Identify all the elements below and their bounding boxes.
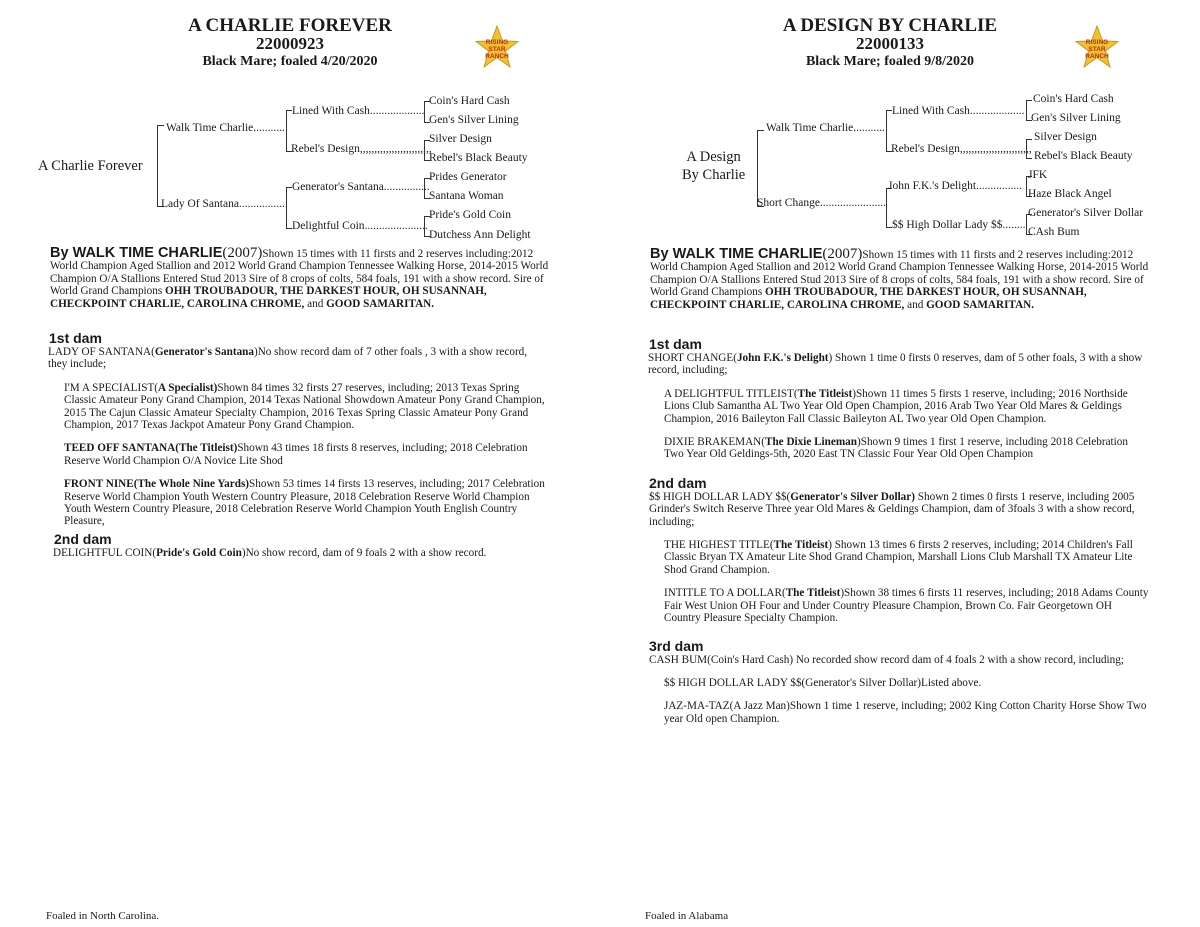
foaled-location: Foaled in North Carolina. [46, 910, 160, 922]
pedigree-gen3-5: Prides Generator [429, 171, 507, 183]
sire-name: By WALK TIME CHARLIE [50, 245, 223, 261]
pedigree-sire: Walk Time Charlie........... [166, 122, 285, 134]
sire-champions: OHH TROUBADOUR, THE DARKEST HOUR, OH SUSANNAH, CHECKPOINT CHARLIE, CAROLINA CHROME, [650, 286, 1087, 311]
sire-champion-last: GOOD SAMARITAN. [926, 298, 1035, 311]
pedigree-gen3-6: Santana Woman [429, 190, 504, 202]
pedigree-dam-sire: Generator's Santana................ [292, 181, 430, 193]
offspring-item: DIXIE BRAKEMAN(The Dixie Lineman)Shown 9 times 1 first 1 reserve, including 2018 Celebration Two Year Old Geldings-5th, 2020 East TN Classic Four Year Old Open Champion [664, 436, 1128, 461]
pedigree-gen3-3: Silver Design [429, 133, 492, 145]
offspring-item: I'M A SPECIALIST(A Specialist)Shown 84 times 32 firsts 27 reserves, including; 2013 Texas Spring Classic Amateur Pony Grand Champion, 2014 Texas National Showdown Amateur Pony Grand Champion, 2015 The Cajun Classic Amateur Specialty Champion, 2016 Texas Spring Classic Amateur Pony Grand Champion, 2017 Texas Jackpot Amateur Pony Grand Champion. [64, 381, 545, 432]
offspring-list [49, 382, 549, 528]
registration-number: 22000133 [856, 34, 924, 53]
first-dam-paragraph: LADY OF SANTANA(Generator's Santana)No show record dam of 7 other foals , 3 with a show record, they include; [48, 346, 528, 371]
pedigree-sire-sire: Lined With Cash................... [292, 105, 425, 117]
offspring-item: FRONT NINE(The Whole Nine Yards)Shown 53 times 14 firsts 13 reserves, including; 2017 Celebration Reserve World Champion Youth Western Country Pleasure, 2018 Celebration Reserve World Champion Youth Western Country Pleasure, 2018 Celebration Reserve World Champion Youth English Country Pleasure, [64, 478, 545, 528]
second-dam-heading: 2nd dam [649, 474, 707, 491]
second-dam-heading: 2nd dam [54, 530, 112, 547]
pedigree-gen3-3: Silver Design [1034, 131, 1097, 143]
logo-text-3: RANCH [1085, 53, 1109, 60]
sire-year: (2007) [822, 246, 863, 262]
pedigree-gen3-7: Generator's Silver Dollar [1028, 207, 1144, 219]
pedigree-gen3-1: Coin's Hard Cash [429, 95, 510, 107]
offspring-item: JAZ-MA-TAZ(A Jazz Man)Shown 1 time 1 reserve, including; 2002 King Cotton Charity Horse Show Two year Old open Champion. [664, 700, 1147, 725]
pedigree-sire-sire: Lined With Cash................... [892, 105, 1025, 117]
third-dam-paragraph: CASH BUM(Coin's Hard Cash) No recorded show record dam of 4 foals 2 with a show record, including; [649, 653, 1124, 666]
pedigree-gen3-2: Gen's Silver Lining [429, 114, 519, 126]
second-dam-paragraph: $$ HIGH DOLLAR LADY $$(Generator's Silver Dollar) Shown 2 times 0 firsts 1 reserve, including 2005 Grinder's Switch Reserve Three year Old Mares & Geldings Champion, dam of 3foals 3 with a show record, including; [649, 490, 1135, 528]
third-dam-offspring-list [649, 677, 1149, 725]
pedigree-gen3-5: JFK [1028, 169, 1048, 181]
pedigree-gen3-8: CAsh Bum [1028, 226, 1080, 238]
offspring-item: $$ HIGH DOLLAR LADY $$(Generator's Silver Dollar)Listed above. [664, 676, 982, 689]
sire-record: Shown 15 times with 11 firsts and 2 reserves including:2012 World Champion Aged Stallion and 2012 World Grand Champion Tennessee Walking Horse, 2014-2015 World Champion O/A Stallions Entered Stud 2013 Sire of 8 crops of colts, 584 foals, 191 with a show record. Sire of World Grand Champions [650, 249, 1149, 299]
pedigree-gen3-4: Rebel's Black Beauty [429, 152, 528, 164]
logo-text-1: RISING [1085, 39, 1109, 46]
sire-record: Shown 15 times with 11 firsts and 2 reserves including:2012 World Champion Aged Stallion and 2012 World Grand Champion Tennessee Walking Horse, 2014-2015 World Champion O/A Stallions Entered Stud 2013 Sire of 8 crops of colts, 584 foals, 191 with a show record. Sire of World Grand Champions [50, 248, 549, 298]
pedigree-sire: Walk Time Charlie........... [766, 122, 885, 134]
pedigree-gen3-6: Haze Black Angel [1028, 188, 1112, 200]
offspring-item: TEED OFF SANTANA(The Titleist)Shown 43 times 18 firsts 8 reserves, including; 2018 Celebration Reserve World Champion O/A Novice Lite Shod [64, 442, 528, 467]
pedigree-gen3-7: Pride's Gold Coin [429, 209, 511, 221]
pedigree-sire-dam: Rebel's Design,,,,,,,,,,,,,,,,,,,,,,,,, [891, 143, 1032, 155]
dams-section [649, 336, 1149, 725]
logo-text-1: RISING [485, 39, 509, 46]
rising-star-ranch-logo [474, 25, 520, 71]
pedigree-gen3-4: Rebel's Black Beauty [1034, 150, 1133, 162]
registration-number: 22000923 [256, 34, 324, 53]
horse-title: A DESIGN BY CHARLIE [782, 15, 998, 36]
first-dam-section [49, 330, 549, 559]
pedigree-dam: Short Change....................... [757, 197, 887, 209]
first-dam-heading: 1st dam [649, 336, 702, 352]
sire-year: (2007) [222, 245, 263, 261]
rising-star-ranch-logo [1074, 25, 1120, 71]
sire-paragraph: By WALK TIME CHARLIE(2007)Shown 15 times with 11 firsts and 2 reserves including:2012 World Champion Aged Stallion and 2012 World Grand Champion Tennessee Walking Horse, 2014-2015 World Champion O/A Stallions Entered Stud 2013 Sire of 8 crops of colts, 584 foals, 191 with a show record. Sire of World Grand Champions OHH TROUBADOUR, THE DARKEST HOUR, OH SUSANNAH, CHECKPOINT CHARLIE, CAROLINA CHROME, and GOOD SAMARITAN. [50, 245, 549, 310]
sire-champions: OHH TROUBADOUR, THE DARKEST HOUR, OH SUSANNAH, CHECKPOINT CHARLIE, CAROLINA CHROME, [50, 285, 487, 310]
pedigree-gen3-8: Dutchess Ann Delight [429, 229, 531, 241]
sire-section [650, 248, 1150, 311]
first-dam-paragraph: SHORT CHANGE(John F.K.'s Delight) Shown 1 time 0 firsts 0 reserves, dam of 5 other foals, 3 with a show record, including; [648, 352, 1143, 377]
first-dam-offspring-list [649, 388, 1149, 461]
foaled-location: Foaled in Alabama [645, 910, 729, 922]
pedigree-dam-sire: John F.K.'s Delight................ [888, 180, 1023, 192]
pedigree-dam-dam: Delightful Coin...................... [292, 220, 428, 232]
horse-title: A CHARLIE FOREVER [188, 15, 392, 36]
first-dam-heading: 1st dam [49, 330, 102, 346]
right-page [600, 0, 1200, 927]
offspring-item: A DELIGHTFUL TITLEIST(The Titleist)Shown 11 times 5 firsts 1 reserve, including; 2016 Northside Lions Club Samantha AL Two Year Old Open Champion, 2016 Arab Two Year Old Mares & Geldings Champion, 2016 Baileyton Fall Classic Baileyton AL Two year Old Open Champion. [664, 387, 1128, 425]
pedigree-horse: A Design By Charlie [682, 149, 746, 183]
offspring-item: INTITLE TO A DOLLAR(The Titleist)Shown 38 times 6 firsts 11 reserves, including; 2018 Adams County Fair West Union OH Four and Under Country Pleasure Champion, Brown Co. Fair Georgetown OH Country Pleasure Specialty Champion. [664, 587, 1149, 625]
sire-name: By WALK TIME CHARLIE [650, 246, 823, 262]
sire-paragraph: By WALK TIME CHARLIE(2007)Shown 15 times with 11 firsts and 2 reserves including:2012 World Champion Aged Stallion and 2012 World Grand Champion Tennessee Walking Horse, 2014-2015 World Champion O/A Stallions Entered Stud 2013 Sire of 8 crops of colts, 584 foals, 191 with a show record. Sire of World Grand Champions OHH TROUBADOUR, THE DARKEST HOUR, OH SUSANNAH, CHECKPOINT CHARLIE, CAROLINA CHROME, and GOOD SAMARITAN. [650, 246, 1149, 311]
pedigree-horse: A Charlie Forever [38, 158, 143, 174]
logo-text-2: STAR [488, 46, 506, 53]
sire-section [50, 247, 550, 310]
third-dam-heading: 3rd dam [649, 637, 704, 654]
pedigree-gen3-2: Gen's Silver Lining [1031, 112, 1121, 124]
horse-description: Black Mare; foaled 9/8/2020 [805, 54, 975, 69]
offspring-item: THE HIGHEST TITLE(The Titleist) Shown 13 times 6 firsts 2 reserves, including; 2014 Children's Fall Classic Bryan TX Amateur Lite Shod Grand Champion, Marshall Lions Club Marshall TX Amateur Lite Shod Grand Champion. [664, 539, 1133, 576]
second-dam-paragraph: DELIGHTFUL COIN(Pride's Gold Coin)No show record, dam of 9 foals 2 with a show record. [53, 546, 487, 559]
sire-champion-last: GOOD SAMARITAN. [326, 297, 435, 310]
pedigree-dam-dam: $$ High Dollar Lady $$........ [892, 219, 1026, 231]
logo-text-2: STAR [1088, 46, 1106, 53]
pedigree-dam: Lady Of Santana................. [161, 198, 288, 210]
logo-text-3: RANCH [485, 53, 509, 60]
second-dam-offspring-list [649, 539, 1149, 624]
pedigree-gen3-1: Coin's Hard Cash [1033, 93, 1114, 105]
pedigree-sire-dam: Rebel's Design,,,,,,,,,,,,,,,,,,,,,,,,, [291, 143, 432, 155]
horse-description: Black Mare; foaled 4/20/2020 [202, 54, 378, 69]
